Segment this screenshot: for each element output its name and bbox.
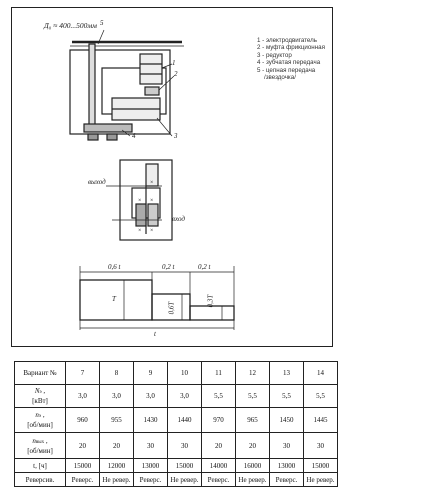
variant-cell: 14: [304, 362, 338, 385]
row-label-hours: t, [ч]: [15, 459, 66, 473]
variant-cell: 11: [202, 362, 236, 385]
load-label-06T: 0,6T: [167, 301, 176, 315]
table-row: [15, 459, 338, 473]
variant-cell: 13: [270, 362, 304, 385]
variants-table: [14, 361, 338, 487]
table-cell: 3,0: [134, 385, 168, 408]
table-cell: 1440: [168, 408, 202, 433]
table-cell: Не ревер.: [100, 473, 134, 487]
svg-text:×: ×: [138, 198, 142, 204]
svg-text:×: ×: [150, 198, 154, 204]
table-row: [15, 362, 338, 385]
table-cell: Реверс.: [134, 473, 168, 487]
table-cell: Реверс.: [202, 473, 236, 487]
row-label-output-speed: nвых , [об/мин]: [15, 433, 66, 459]
row-label-power: Nэ , [кВт]: [15, 385, 66, 408]
scheme-figure: [11, 7, 333, 347]
table-cell: 30: [168, 433, 202, 459]
svg-text:×: ×: [150, 228, 154, 234]
drive-label-3: 3: [174, 132, 178, 140]
table-cell: 5,5: [270, 385, 304, 408]
row-label-reversible: Реверсив.: [15, 473, 66, 487]
table-cell: 20: [66, 433, 100, 459]
table-row: [15, 473, 338, 487]
drive-label-1: 1: [172, 59, 176, 67]
load-label-03T: 0,3T: [206, 294, 215, 308]
table-cell: Не ревер.: [304, 473, 338, 487]
table-cell: 16000: [236, 459, 270, 473]
table-cell: Реверс.: [270, 473, 304, 487]
top-dimension-label: Д₀ ≈ 400...500мм: [44, 21, 97, 30]
table-cell: 955: [100, 408, 134, 433]
table-cell: Не ревер.: [236, 473, 270, 487]
table-cell: 15000: [168, 459, 202, 473]
svg-text:×: ×: [138, 228, 142, 234]
table-cell: 30: [270, 433, 304, 459]
legend-item: 2 - муфта фрикционная: [257, 44, 325, 52]
table-cell: 30: [304, 433, 338, 459]
legend-item: 1 - электродвигатель: [257, 37, 317, 44]
component-legend: [257, 37, 342, 81]
subscript: э: [38, 414, 42, 419]
table-cell: 20: [100, 433, 134, 459]
table-cell: 3,0: [66, 385, 100, 408]
table-cell: 960: [66, 408, 100, 433]
table-cell: Не ревер.: [168, 473, 202, 487]
table-cell: 3,0: [100, 385, 134, 408]
table-cell: 965: [236, 408, 270, 433]
variant-header-cell: Вариант №: [15, 362, 66, 385]
row-label-motor-speed: nэ , [об/мин]: [15, 408, 66, 433]
table-cell: 1450: [270, 408, 304, 433]
drive-label-5: 5: [100, 19, 104, 27]
legend-item: 5 - цепная передача: [257, 66, 316, 74]
legend-item: /звездочка/: [264, 74, 296, 82]
table-cell: 12000: [100, 459, 134, 473]
drive-label-4: 4: [132, 132, 136, 140]
gearbox-scheme: [106, 160, 172, 240]
table-cell: 15000: [304, 459, 338, 473]
table-cell: 970: [202, 408, 236, 433]
legend-item: 4 - зубчатая передача: [257, 59, 321, 67]
subscript: э: [39, 390, 42, 395]
gearbox-input-label: вход: [172, 215, 185, 223]
variant-cell: 12: [236, 362, 270, 385]
table-cell: 30: [134, 433, 168, 459]
dim-label-02t-b: 0,2 t: [198, 263, 211, 271]
svg-text:×: ×: [150, 180, 154, 186]
variant-cell: 10: [168, 362, 202, 385]
table-cell: 3,0: [168, 385, 202, 408]
dim-label-02t-a: 0,2 t: [162, 263, 175, 271]
dim-label-t: t: [154, 330, 156, 338]
dim-label-06t: 0,6 t: [108, 263, 121, 271]
unit: [кВт]: [32, 397, 48, 405]
table-cell: 5,5: [236, 385, 270, 408]
table-row: [15, 385, 338, 408]
table-cell: Реверс.: [66, 473, 100, 487]
load-label-T: T: [112, 295, 116, 303]
table-cell: 20: [236, 433, 270, 459]
symbol: n: [35, 411, 39, 419]
table-cell: 20: [202, 433, 236, 459]
table-cell: 1430: [134, 408, 168, 433]
table-row: [15, 408, 338, 433]
table-cell: 1445: [304, 408, 338, 433]
drive-scheme: [70, 30, 184, 140]
symbol: N: [34, 387, 40, 395]
legend-item: 3 - редуктор: [257, 51, 292, 59]
variant-cell: 8: [100, 362, 134, 385]
table-cell: 14000: [202, 459, 236, 473]
table-cell: 13000: [134, 459, 168, 473]
drive-label-2: 2: [174, 70, 178, 78]
gearbox-output-label: выход: [88, 178, 106, 186]
table-cell: 5,5: [304, 385, 338, 408]
table-cell: 5,5: [202, 385, 236, 408]
table-cell: 15000: [66, 459, 100, 473]
table-cell: 13000: [270, 459, 304, 473]
table-row: [15, 433, 338, 459]
unit: [об/мин]: [27, 421, 53, 429]
variant-cell: 7: [66, 362, 100, 385]
unit: [об/мин]: [27, 446, 53, 455]
subscript: вых: [35, 439, 45, 445]
symbol: n: [32, 436, 36, 445]
variant-cell: 9: [134, 362, 168, 385]
